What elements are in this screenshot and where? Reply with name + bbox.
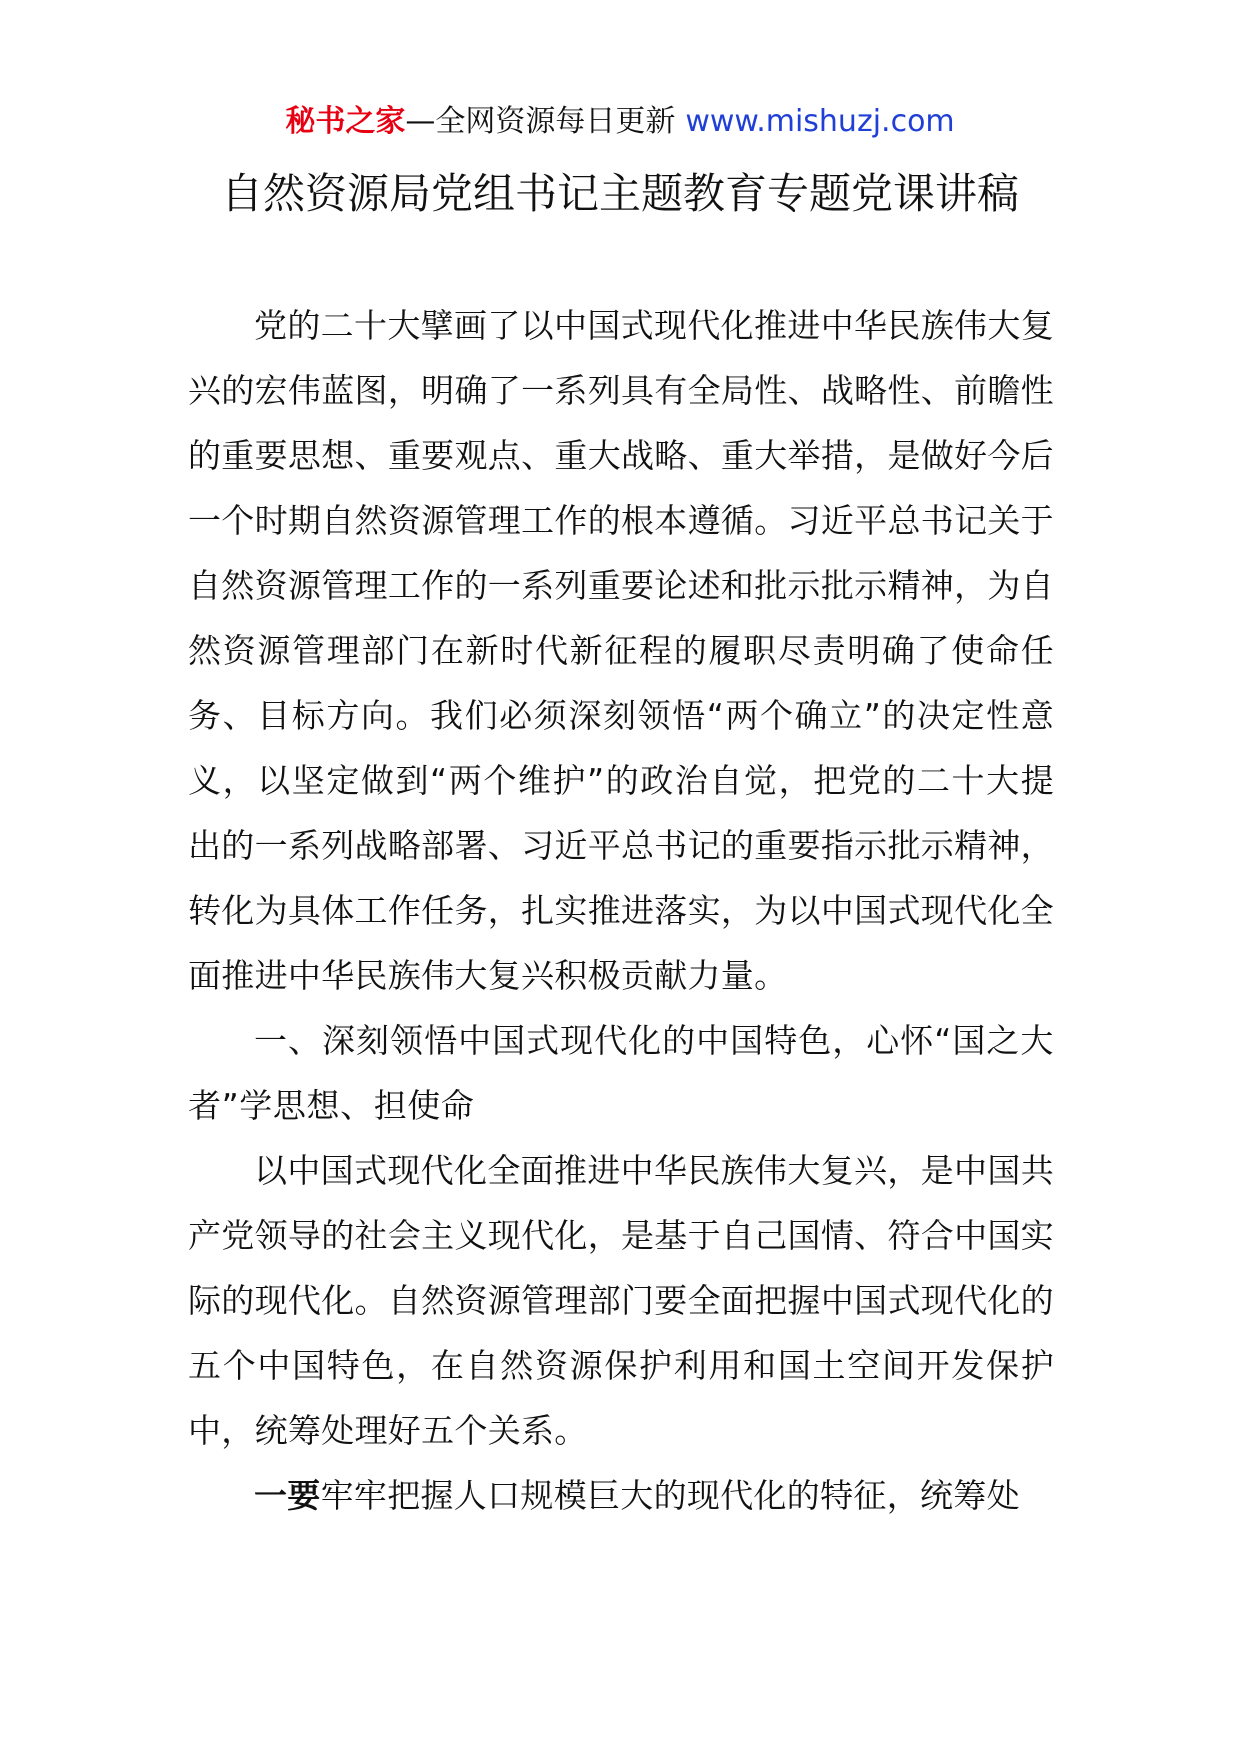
body-paragraph: 以中国式现代化全面推进中华民族伟大复兴，是中国共产党领导的社会主义现代化，是基于自己国情、符合中国实际的现代化。自然资源管理部门要全面把握中国式现代化的五个中国特色，在自然资源保护利用和国土空间开发保护中，统筹处理好五个关系。	[188, 1151, 1054, 1450]
brand-name: 秘书之家	[285, 104, 406, 139]
document-title: 自然资源局党组书记主题教育专题党课讲稿	[220, 169, 1019, 218]
intro-paragraph: 党的二十大擘画了以中国式现代化推进中华民族伟大复兴的宏伟蓝图，明确了一系列具有全局性、战略性、前瞻性的重要思想、重要观点、重大战略、重大举措，是做好今后一个时期自然资源管理工作的根本遵循。习近平总书记关于自然资源管理工作的一系列重要论述和批示批示精神，为自然资源管理部门在新时代新征程的履职尽责明确了使命任务、目标方向。我们必须深刻领悟“两个确立”的决定性意义，以坚定做到“两个维护”的政治自觉，把党的二十大提出的一系列战略部署、习近平总书记的重要指示批示精神，转化为具体工作任务，扎实推进落实，为以中国式现代化全面推进中华民族伟大复兴积极贡献力量。	[188, 306, 1054, 995]
point-lead: 一要	[254, 1476, 321, 1515]
site-slogan: —全网资源每日更新	[405, 104, 676, 139]
document-body	[188, 293, 1054, 1528]
point-text: 牢牢把握人口规模巨大的现代化的特征，统筹处	[320, 1476, 1020, 1515]
point-paragraph	[188, 1463, 1054, 1528]
site-header	[0, 100, 1240, 144]
section-heading: 一、深刻领悟中国式现代化的中国特色，心怀“国之大者”学思想、担使命	[188, 1021, 1054, 1125]
site-url[interactable]: www.mishuzj.com	[685, 104, 955, 139]
